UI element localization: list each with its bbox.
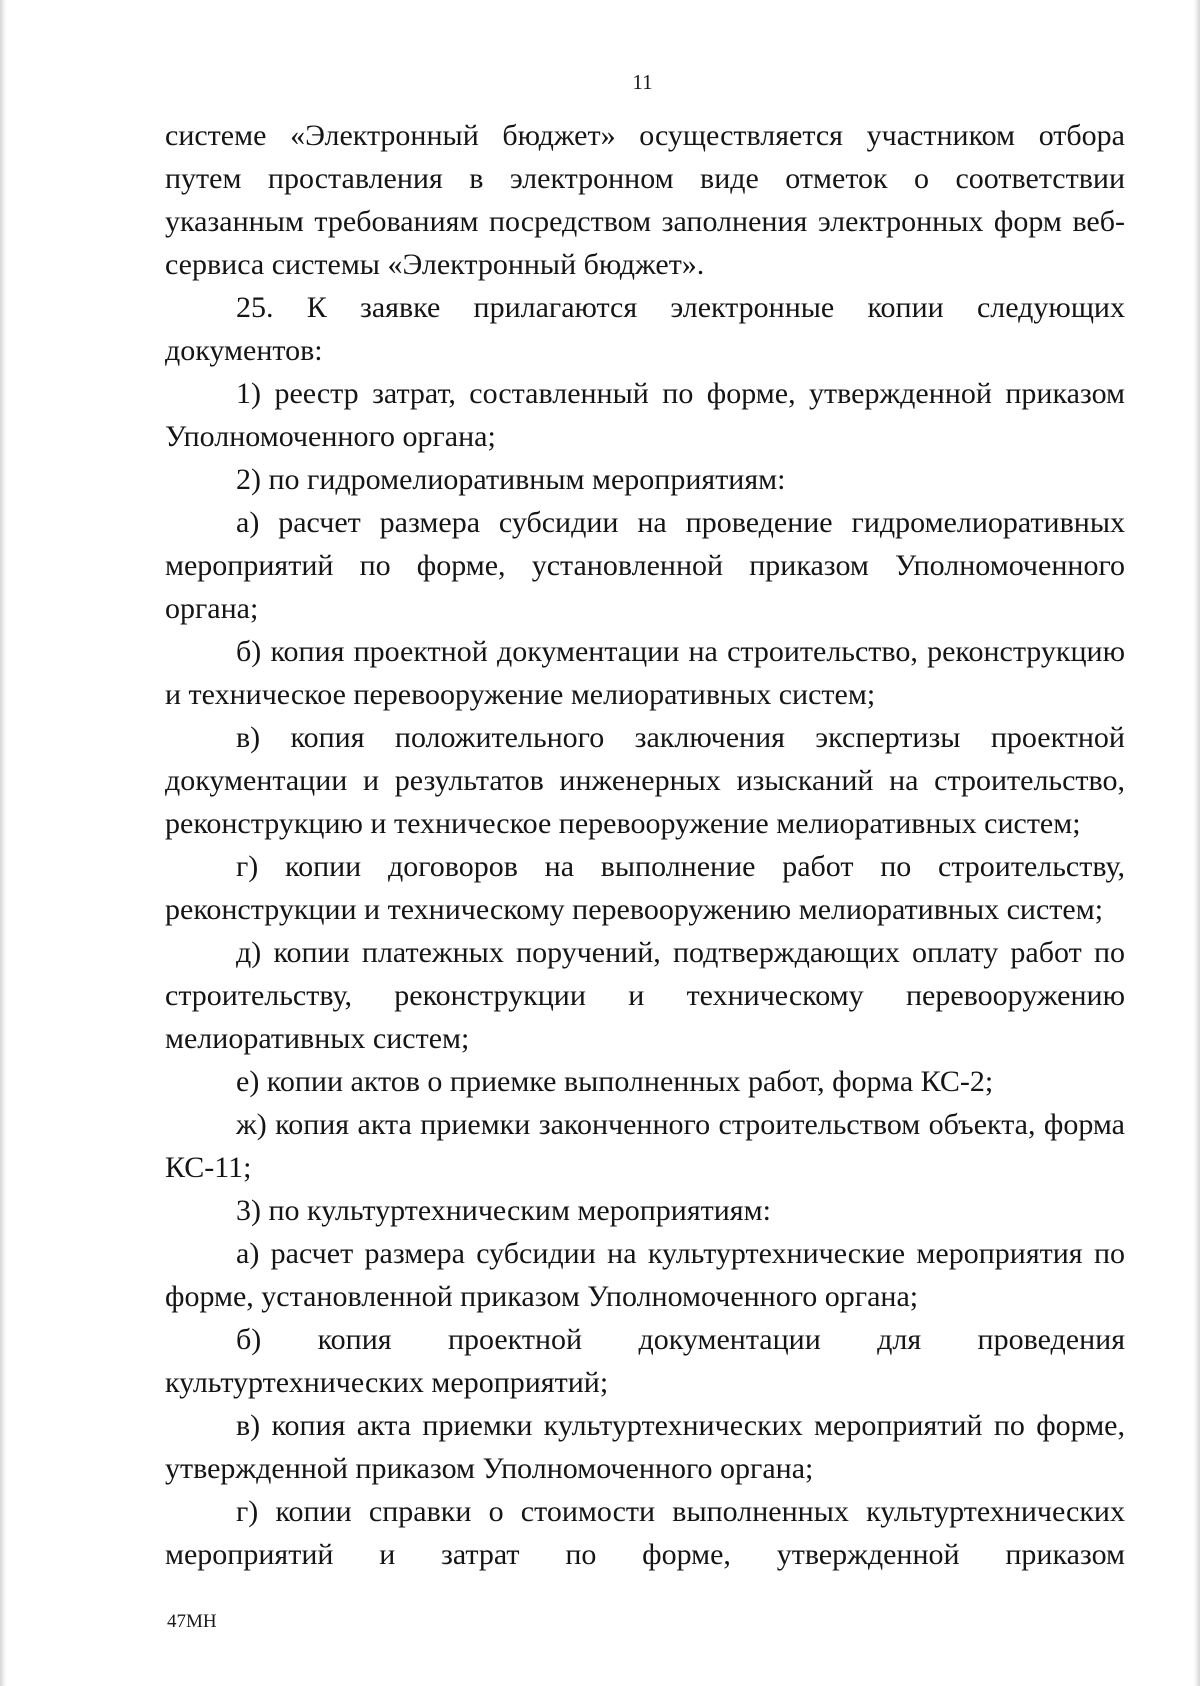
paragraph-subitem-3v: в) копия акта приемки культуртехнических мероприятий по форме, утвержденной приказом Уполномоченного органа; <box>165 1409 1125 1485</box>
paragraph-subitem-3a: а) расчет размера субсидии на культуртехнические мероприятия по форме, установленной приказом Уполномоченного органа; <box>165 1237 1125 1313</box>
paragraph-subitem-1: 1) реестр затрат, составленный по форме, утвержденной приказом Уполномоченного органа; <box>165 377 1125 453</box>
scan-edge-left <box>0 0 7 1686</box>
paragraph-subitem-2: 2) по гидромелиоративным мероприятиям: <box>236 463 786 496</box>
document-footer-code: 47МН <box>167 1611 217 1632</box>
paragraph-subitem-2v: в) копия положительного заключения экспертизы проектной документации и результатов инженерных изысканий на строительство, реконструкцию и техническое перевооружение мелиоративных систем; <box>165 721 1125 840</box>
scan-edge-right <box>1193 0 1200 1686</box>
document-body <box>165 114 1125 1576</box>
paragraph-subitem-3g: г) копии справки о стоимости выполненных культуртехнических мероприятий и затрат по форме, утвержденной приказом <box>165 1495 1125 1571</box>
paragraph-subitem-3b: б) копия проектной документации для проведения культуртехнических мероприятий; <box>165 1323 1125 1399</box>
paragraph-item-25: 25. К заявке прилагаются электронные копии следующих документов: <box>165 291 1125 367</box>
paragraph-subitem-2b: б) копия проектной документации на строительство, реконструкцию и техническое перевооружение мелиоративных систем; <box>165 635 1125 711</box>
paragraph-subitem-2d: д) копии платежных поручений, подтверждающих оплату работ по строительству, реконструкции и техническому перевооружению мелиоративных систем; <box>165 936 1125 1055</box>
paragraph-subitem-2g: г) копии договоров на выполнение работ по строительству, реконструкции и техническому перевооружению мелиоративных систем; <box>165 850 1125 926</box>
paragraph-subitem-2zh: ж) копия акта приемки законченного строительством объекта, форма КС-11; <box>165 1108 1125 1184</box>
paragraph-subitem-2e: е) копии актов о приемке выполненных работ, форма КС-2; <box>236 1065 994 1098</box>
paragraph-continuation: системе «Электронный бюджет» осуществляется участником отбора путем проставления в электронном виде отметок о соответствии указанным требованиям посредством заполнения электронных форм веб-сервиса системы «Электронный бюджет». <box>165 119 1125 281</box>
page-number: 11 <box>632 70 653 94</box>
paragraph-subitem-2a: а) расчет размера субсидии на проведение гидромелиоративных мероприятий по форме, установленной приказом Уполномоченного органа; <box>165 506 1125 625</box>
paragraph-subitem-3: 3) по культуртехническим мероприятиям: <box>236 1194 771 1227</box>
